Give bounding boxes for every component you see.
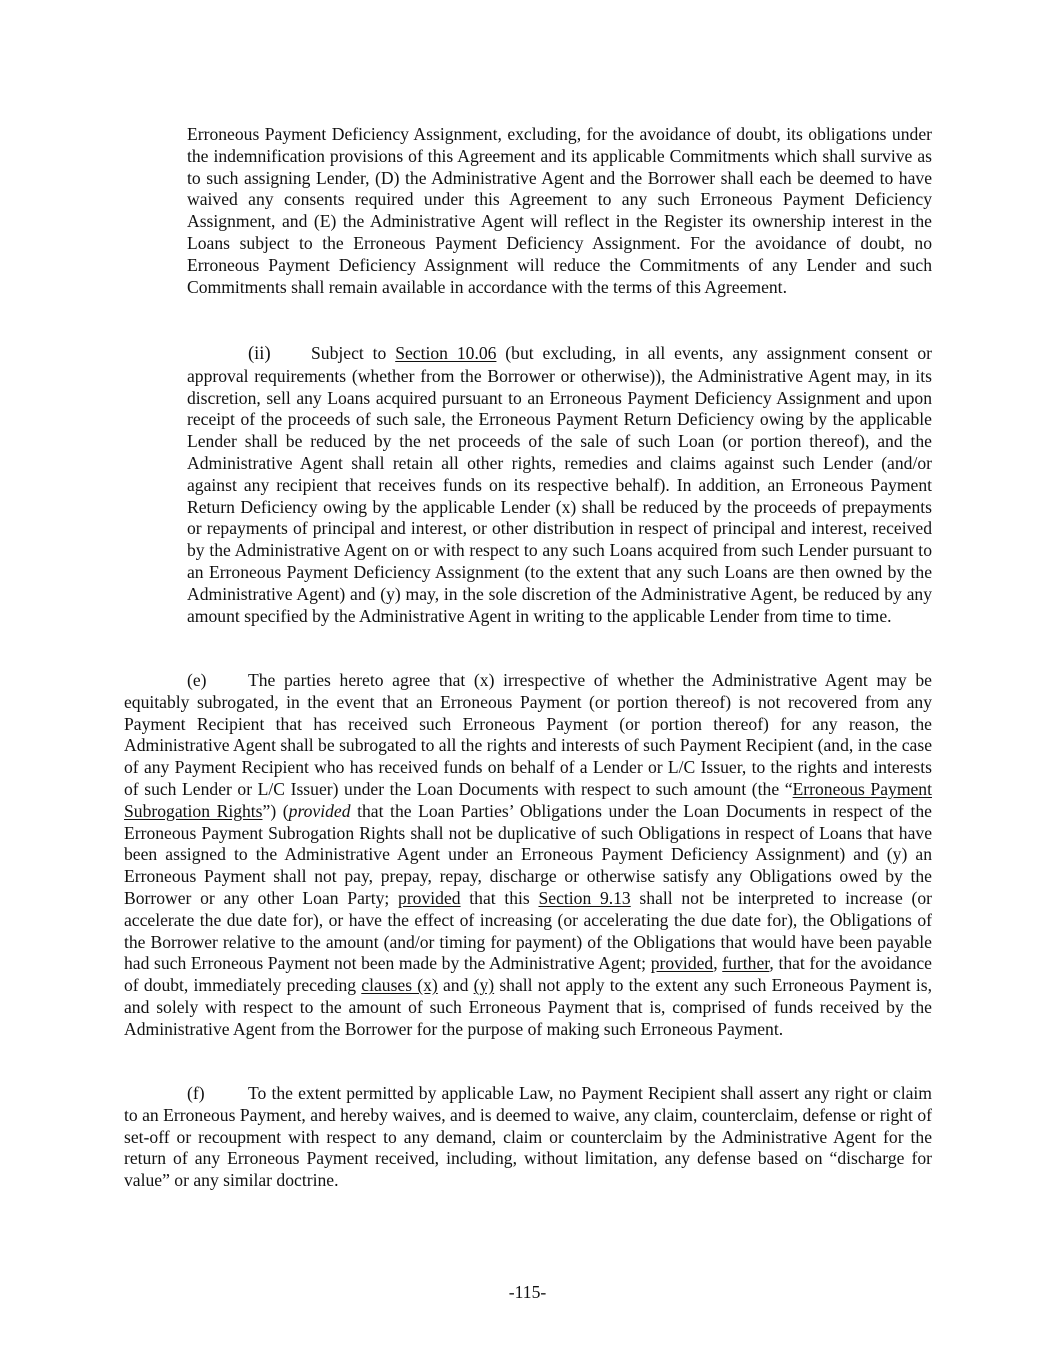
paragraph-e [124, 670, 932, 1041]
paragraph-ii [187, 343, 932, 627]
page-number: -115- [508, 1282, 547, 1302]
clause-label-e: (e) [187, 670, 207, 690]
clause-label-f: (f) [187, 1083, 205, 1103]
clause-reference-x: clauses (x) [361, 975, 438, 996]
paragraph-e-text: The parties hereto agree that (x) irrespective of whether the Administrative Agent may be equitably subrogated, in the event that an Erroneous Payment (or portion thereof) is not recovered from any Payment Recipient that has received such Erroneous Payment (or portion thereof) for any reason, the Administrative Agent shall be subrogated to all the rights and interests of such Payment Recipient (and, in the case of any Payment Recipient who has received funds on behalf of a Lender or L/C Issuer, to the rights and interests of such Lender or L/C Issuer) under the Loan Documents with respect to such amount (the “ [124, 670, 932, 799]
paragraph-e-text: , [713, 953, 723, 974]
paragraph-f-text: To the extent permitted by applicable Law, no Payment Recipient shall assert any right or claim to an Erroneous Payment, and hereby waives, and is deemed to waive, any claim, counterclaim, defense or right of set-off or recoupment with respect to any demand, claim or counterclaim by the Administrative Agent for the return of any Erroneous Payment received, including, without limitation, any defense based on “discharge for value” or any similar doctrine. [124, 1083, 932, 1191]
paragraph-ii-text: (but excluding, in all events, any assignment consent or approval requirements (whether from the Borrower or otherwise)), the Administrative Agent may, in its discretion, sell any Loans acquired pursuant to an Erroneous Payment Deficiency Assignment and upon receipt of the proceeds of such sale, the Erroneous Payment Return Deficiency owing by the applicable Lender shall be reduced by the net proceeds of the sale of such Loan (or portion thereof), and the Administrative Agent shall retain all other rights, remedies and claims against such Lender (and/or against any recipient that receives funds on its respective behalf). In addition, an Erroneous Payment Return Deficiency owing by the applicable Lender (x) shall be reduced by the proceeds of prepayments or repayments of principal and interest, or other distribution in respect of principal and interest, received by the Administrative Agent on or with respect to any such Loans acquired from such Lender pursuant to an Erroneous Payment Deficiency Assignment (to the extent that any such Loans are then owned by the Administrative Agent) and (y) may, in the sole discretion of the Administrative Agent, be reduced by any amount specified by the Administrative Agent in writing to the applicable Lender from time to time. [187, 343, 932, 626]
underlined-provided-2: provided [650, 953, 714, 974]
paragraph-ii-text: Subject to [311, 343, 396, 363]
underlined-further: further [722, 953, 770, 974]
paragraph-f [124, 1083, 932, 1192]
underlined-provided: provided [398, 887, 461, 908]
defined-term-subrogation-rights: Erroneous Payment Subrogation Rights [124, 778, 932, 821]
paragraph-e-text: shall not be interpreted to increase (or accelerate the due date for), or have the effect of increasing (or accelerating the due date for), the Obligations of the Borrower relative to the amount (and/or timing for payment) of the Obligations that would have been payable had such Erroneous Payment not been made by the Administrative Agent; [124, 887, 932, 974]
paragraph-e-text: that this [460, 887, 539, 908]
paragraph-e-text: , that for the avoidance of doubt, immediately preceding [124, 953, 932, 996]
paragraph-e-text: that the Loan Parties’ Obligations under the Loan Documents in respect of the Erroneous Payment Subrogation Rights shall not be duplicative of such Obligations in respect of Loans that have been assigned to the Administrative Agent under an Erroneous Payment Deficiency Assignment) and (y) an Erroneous Payment shall not pay, prepay, repay, discharge or otherwise satisfy any Obligations owed by the Borrower or any other Loan Party; [124, 800, 932, 908]
section-reference-10-06: Section 10.06 [395, 343, 497, 363]
clause-label-ii: (ii) [248, 344, 271, 364]
paragraph-e-text: and [437, 975, 474, 996]
paragraph-continuation [187, 124, 932, 298]
italic-provided: provided [288, 800, 351, 821]
continuation-text: Erroneous Payment Deficiency Assignment, excluding, for the avoidance of doubt, its obligations under the indemnification provisions of this Agreement and its applicable Commitments which shall survive as to such assigning Lender, (D) the Administrative Agent and the Borrower shall each be deemed to have waived any consents required under this Agreement to any such Erroneous Payment Deficiency Assignment, and (E) the Administrative Agent will reflect in the Register its ownership interest in the Loans subject to the Erroneous Payment Deficiency Assignment. For the avoidance of doubt, no Erroneous Payment Deficiency Assignment will reduce the Commitments of any Lender and such Commitments shall remain available in accordance with the terms of this Agreement. [187, 124, 932, 297]
paragraph-e-text: ”) ( [262, 800, 289, 821]
clause-reference-y: (y) [473, 975, 495, 996]
section-reference-9-13: Section 9.13 [538, 887, 631, 908]
paragraph-e-text: shall not apply to the extent any such Erroneous Payment is, and solely with respect to the amount of such Erroneous Payment that is, comprised of funds received by the Administrative Agent from the Borrower for the purpose of making such Erroneous Payment. [124, 975, 933, 1039]
